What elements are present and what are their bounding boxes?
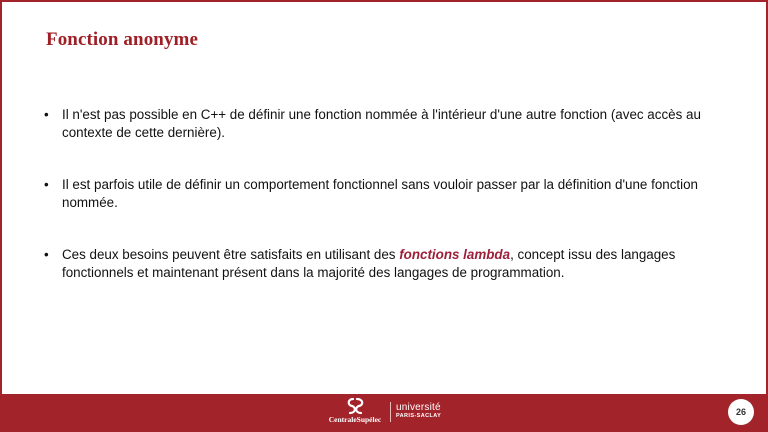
page-number-badge: 26 [728,399,754,425]
bullet-item [44,106,744,142]
centralesupelec-logo-icon [344,397,366,415]
bullet-item [44,176,744,212]
bullet-item [44,246,744,282]
centralesupelec-logo-text: CentraleSupélec [328,415,382,424]
bullet-text-before: Ces deux besoins peuvent être satisfaits en utilisant des [62,247,400,262]
universite-paris-saclay-logo [396,402,456,424]
bullet-list [44,106,744,316]
bullet-text: Il n'est pas possible en C++ de définir une fonction nommée à l'intérieur d'une autre fonction (avec accès au contexte de cette dernière). [62,107,701,140]
bullet-text-after: , concept issu des langages fonctionnels et maintenant présent dans la majorité des langages de programmation. [62,247,676,280]
logo-divider [390,402,391,422]
bullet-marker: • [44,247,49,262]
bullet-marker: • [44,107,49,122]
slide-title: Fonction anonyme [46,29,199,50]
paris-saclay-logo-text: PARIS-SACLAY [396,413,442,419]
centralesupelec-logo [324,397,386,427]
emphasis-term: fonctions lambda [399,247,511,262]
universite-logo-text: université [396,402,441,413]
footer-bar [2,394,766,430]
bullet-text: Il est parfois utile de définir un comportement fonctionnel sans vouloir passer par la définition d'une fonction nommée. [62,177,699,210]
bullet-marker: • [44,177,49,192]
